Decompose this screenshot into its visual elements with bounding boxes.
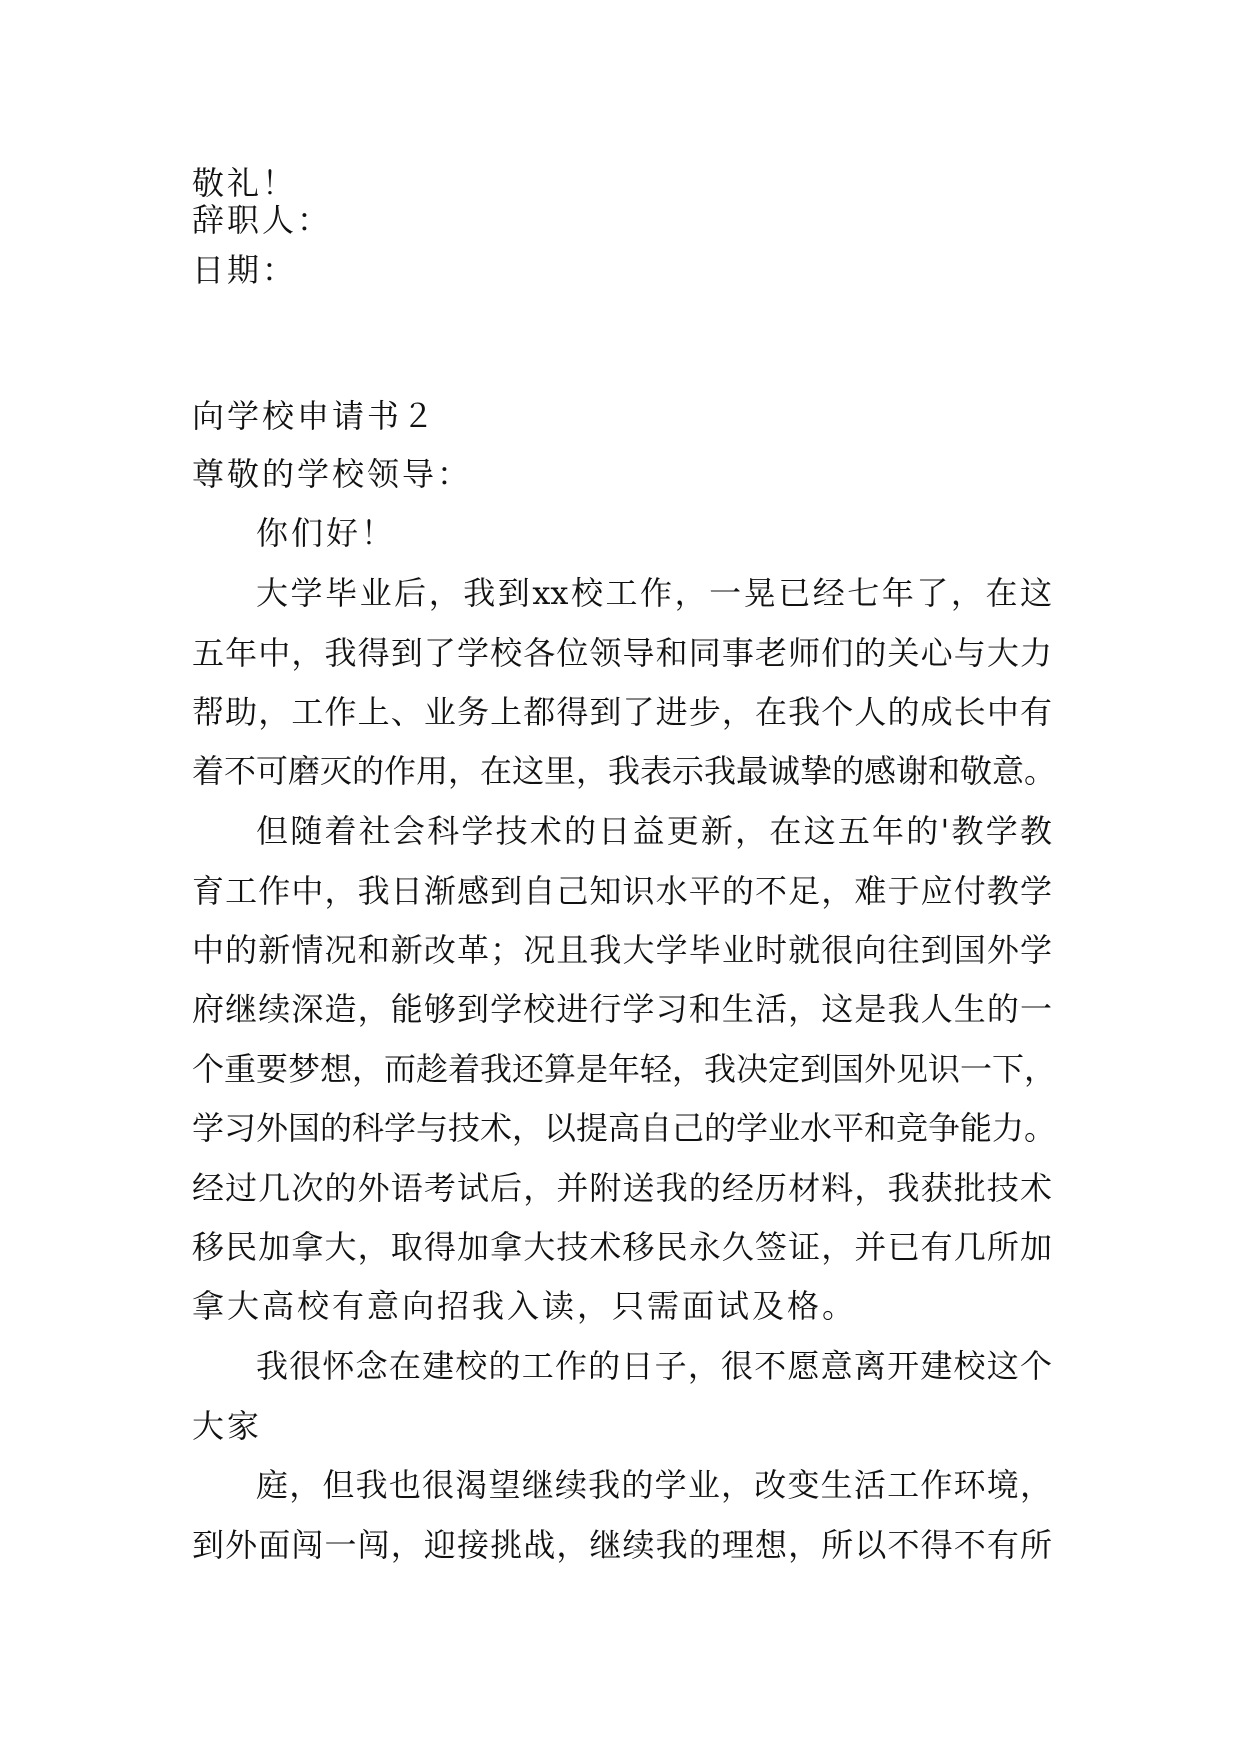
paragraph-line: 庭，但我也很渴望继续我的学业，改变生活工作环境， [256, 1466, 1052, 1504]
paragraph-line: 到外面闯一闯，迎接挑战，继续我的理想，所以不得不有所 [192, 1526, 1052, 1564]
paragraph-line: 经过几次的外语考试后，并附送我的经历材料，我获批技术 [192, 1169, 1052, 1207]
paragraph-line: 五年中，我得到了学校各位领导和同事老师们的关心与大力 [192, 634, 1052, 672]
date-label: 日期： [192, 251, 298, 289]
paragraph-line: 个重要梦想，而趁着我还算是年轻，我决定到国外见识一下， [192, 1050, 1057, 1088]
paragraph-line: 府继续深造，能够到学校进行学习和生活，这是我人生的一 [192, 990, 1052, 1028]
paragraph-line: 学习外国的科学与技术，以提高自己的学业水平和竞争能力。 [192, 1109, 1057, 1147]
letter-greeting: 尊敬的学校领导： [192, 455, 473, 493]
closing-salute: 敬礼！ [192, 164, 298, 202]
letter-hello: 你们好！ [256, 514, 397, 552]
paragraph-line: 中的新情况和新改革；况且我大学毕业时就很向往到国外学 [192, 931, 1052, 969]
paragraph-line: 大家 [192, 1407, 263, 1445]
paragraph-line: 育工作中，我日渐感到自己知识水平的不足，难于应付教学 [192, 872, 1052, 910]
paragraph-line: 拿大高校有意向招我入读，只需面试及格。 [192, 1287, 858, 1325]
paragraph-line: 着不可磨灭的作用，在这里，我表示我最诚挚的感谢和敬意。 [192, 752, 1057, 790]
letter-title: 向学校申请书２ [192, 397, 438, 435]
paragraph-line: 帮助，工作上、业务上都得到了进步，在我个人的成长中有 [192, 693, 1052, 731]
paragraph-line: 移民加拿大，取得加拿大技术移民永久签证，并已有几所加 [192, 1228, 1052, 1266]
resigner-label: 辞职人： [192, 201, 333, 239]
paragraph-line: 但随着社会科学技术的日益更新，在这五年的'教学教 [256, 812, 1052, 850]
paragraph-line: 大学毕业后，我到xx校工作，一晃已经七年了，在这 [256, 574, 1052, 612]
paragraph-line: 我很怀念在建校的工作的日子，很不愿意离开建校这个 [256, 1347, 1052, 1385]
